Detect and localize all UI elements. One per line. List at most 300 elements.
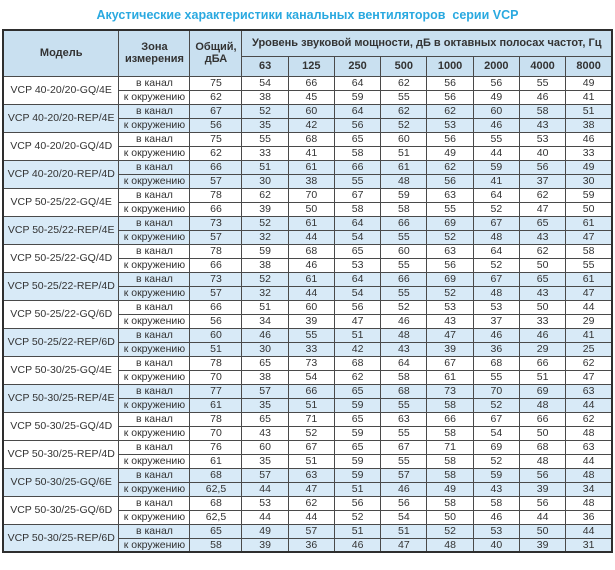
band-value: 35 <box>242 398 288 412</box>
zone-label: к окружению <box>119 482 190 496</box>
band-value: 53 <box>427 118 473 132</box>
total-dba-value: 78 <box>190 412 242 426</box>
band-value: 39 <box>242 538 288 552</box>
band-value: 55 <box>381 230 427 244</box>
band-value: 43 <box>519 118 565 132</box>
column-header-zone: Зона измерения <box>119 30 190 76</box>
band-value: 55 <box>519 76 565 90</box>
band-value: 55 <box>566 258 612 272</box>
total-dba-value: 73 <box>190 216 242 230</box>
band-value: 37 <box>519 174 565 188</box>
band-value: 63 <box>288 468 334 482</box>
band-value: 57 <box>381 468 427 482</box>
column-header-sound-power-level: Уровень звуковой мощности, дБ в октавных полосах частот, Гц <box>242 30 612 56</box>
band-value: 51 <box>242 160 288 174</box>
total-dba-value: 76 <box>190 440 242 454</box>
band-value: 50 <box>566 202 612 216</box>
band-value: 38 <box>242 90 288 104</box>
band-value: 59 <box>381 188 427 202</box>
frequency-column-header: 1000 <box>427 56 473 76</box>
band-value: 52 <box>427 286 473 300</box>
band-value: 48 <box>427 538 473 552</box>
band-value: 66 <box>427 412 473 426</box>
model-name: VCP 50-25/22-GQ/4E <box>3 188 119 216</box>
band-value: 65 <box>334 384 380 398</box>
band-value: 30 <box>566 174 612 188</box>
total-dba-value: 61 <box>190 398 242 412</box>
band-value: 47 <box>288 482 334 496</box>
band-value: 47 <box>566 286 612 300</box>
band-value: 30 <box>242 342 288 356</box>
total-dba-value: 70 <box>190 370 242 384</box>
band-value: 44 <box>242 482 288 496</box>
band-value: 46 <box>473 328 519 342</box>
band-value: 46 <box>519 328 565 342</box>
band-value: 54 <box>288 370 334 384</box>
band-value: 73 <box>427 384 473 398</box>
band-value: 52 <box>242 272 288 286</box>
total-dba-value: 61 <box>190 454 242 468</box>
table-row-duct <box>3 104 612 118</box>
band-value: 32 <box>242 286 288 300</box>
band-value: 55 <box>381 426 427 440</box>
total-dba-value: 62 <box>190 146 242 160</box>
band-value: 61 <box>566 216 612 230</box>
band-value: 62 <box>566 356 612 370</box>
band-value: 56 <box>427 90 473 104</box>
model-name: VCP 40-20/20-REP/4D <box>3 160 119 188</box>
band-value: 60 <box>288 104 334 118</box>
table-row-duct <box>3 300 612 314</box>
band-value: 49 <box>566 160 612 174</box>
band-value: 38 <box>242 370 288 384</box>
band-value: 59 <box>242 244 288 258</box>
table-row-duct <box>3 272 612 286</box>
band-value: 29 <box>519 342 565 356</box>
band-value: 59 <box>473 468 519 482</box>
band-value: 67 <box>288 440 334 454</box>
zone-label: к окружению <box>119 286 190 300</box>
band-value: 49 <box>566 76 612 90</box>
band-value: 61 <box>566 272 612 286</box>
band-value: 68 <box>334 356 380 370</box>
table-row-duct <box>3 132 612 146</box>
band-value: 64 <box>473 244 519 258</box>
table-row-duct <box>3 384 612 398</box>
band-value: 61 <box>427 370 473 384</box>
band-value: 48 <box>519 454 565 468</box>
band-value: 44 <box>566 398 612 412</box>
total-dba-value: 66 <box>190 202 242 216</box>
band-value: 52 <box>288 426 334 440</box>
band-value: 54 <box>473 426 519 440</box>
zone-label: в канал <box>119 524 190 538</box>
band-value: 46 <box>566 132 612 146</box>
total-dba-value: 57 <box>190 230 242 244</box>
band-value: 64 <box>334 104 380 118</box>
column-header-model: Модель <box>3 30 119 76</box>
zone-label: в канал <box>119 356 190 370</box>
zone-label: в канал <box>119 132 190 146</box>
model-name: VCP 50-30/25-GQ/4E <box>3 356 119 384</box>
band-value: 58 <box>381 370 427 384</box>
total-dba-value: 51 <box>190 342 242 356</box>
band-value: 55 <box>288 328 334 342</box>
band-value: 67 <box>334 188 380 202</box>
band-value: 43 <box>242 426 288 440</box>
band-value: 55 <box>381 398 427 412</box>
band-value: 43 <box>519 286 565 300</box>
band-value: 65 <box>242 412 288 426</box>
band-value: 39 <box>519 538 565 552</box>
table-row-duct <box>3 524 612 538</box>
band-value: 60 <box>242 440 288 454</box>
band-value: 47 <box>334 314 380 328</box>
band-value: 64 <box>334 272 380 286</box>
band-value: 30 <box>242 174 288 188</box>
band-value: 56 <box>427 174 473 188</box>
band-value: 51 <box>334 482 380 496</box>
band-value: 44 <box>519 510 565 524</box>
band-value: 46 <box>288 258 334 272</box>
band-value: 56 <box>519 468 565 482</box>
zone-label: к окружению <box>119 230 190 244</box>
band-value: 51 <box>566 104 612 118</box>
band-value: 50 <box>519 300 565 314</box>
zone-label: к окружению <box>119 314 190 328</box>
band-value: 38 <box>288 174 334 188</box>
band-value: 39 <box>519 482 565 496</box>
table-row-duct <box>3 468 612 482</box>
band-value: 47 <box>566 370 612 384</box>
band-value: 44 <box>288 230 334 244</box>
band-value: 41 <box>288 146 334 160</box>
band-value: 66 <box>288 76 334 90</box>
band-value: 65 <box>242 356 288 370</box>
band-value: 57 <box>242 384 288 398</box>
band-value: 55 <box>427 202 473 216</box>
band-value: 59 <box>566 188 612 202</box>
column-header-total-dba: Общий, дБА <box>190 30 242 76</box>
band-value: 66 <box>334 160 380 174</box>
band-value: 45 <box>288 90 334 104</box>
band-value: 53 <box>519 132 565 146</box>
band-value: 32 <box>242 230 288 244</box>
band-value: 55 <box>381 286 427 300</box>
total-dba-value: 56 <box>190 118 242 132</box>
band-value: 33 <box>519 314 565 328</box>
total-dba-value: 62,5 <box>190 482 242 496</box>
header-row-main <box>3 30 612 56</box>
band-value: 58 <box>427 454 473 468</box>
band-value: 60 <box>381 244 427 258</box>
band-value: 56 <box>427 258 473 272</box>
band-value: 49 <box>473 90 519 104</box>
table-row-duct <box>3 160 612 174</box>
frequency-column-header: 63 <box>242 56 288 76</box>
band-value: 71 <box>427 440 473 454</box>
band-value: 34 <box>566 482 612 496</box>
band-value: 57 <box>242 468 288 482</box>
band-value: 64 <box>381 356 427 370</box>
band-value: 47 <box>566 230 612 244</box>
band-value: 56 <box>473 76 519 90</box>
zone-label: в канал <box>119 76 190 90</box>
band-value: 64 <box>473 188 519 202</box>
band-value: 38 <box>242 258 288 272</box>
band-value: 66 <box>381 216 427 230</box>
zone-label: в канал <box>119 440 190 454</box>
zone-label: в канал <box>119 496 190 510</box>
band-value: 43 <box>381 342 427 356</box>
band-value: 50 <box>519 258 565 272</box>
band-value: 62 <box>381 76 427 90</box>
frequency-column-header: 500 <box>381 56 427 76</box>
band-value: 58 <box>566 244 612 258</box>
zone-label: к окружению <box>119 426 190 440</box>
band-value: 65 <box>334 412 380 426</box>
band-value: 31 <box>566 538 612 552</box>
band-value: 66 <box>288 384 334 398</box>
zone-label: к окружению <box>119 146 190 160</box>
page-title: Акустические характеристики канальных вентиляторов серии VCP <box>96 8 519 22</box>
band-value: 50 <box>519 524 565 538</box>
zone-label: в канал <box>119 300 190 314</box>
band-value: 50 <box>288 202 334 216</box>
model-name: VCP 50-25/22-REP/4E <box>3 216 119 244</box>
band-value: 39 <box>288 314 334 328</box>
band-value: 52 <box>334 510 380 524</box>
band-value: 58 <box>334 146 380 160</box>
band-value: 48 <box>473 286 519 300</box>
band-value: 58 <box>427 398 473 412</box>
band-value: 60 <box>288 300 334 314</box>
band-value: 65 <box>334 440 380 454</box>
band-value: 59 <box>334 454 380 468</box>
band-value: 67 <box>473 272 519 286</box>
band-value: 48 <box>566 426 612 440</box>
band-value: 62 <box>288 496 334 510</box>
model-name: VCP 50-25/22-GQ/4D <box>3 244 119 272</box>
acoustic-characteristics-table <box>2 29 613 553</box>
band-value: 52 <box>473 258 519 272</box>
total-dba-value: 57 <box>190 174 242 188</box>
band-value: 33 <box>242 146 288 160</box>
band-value: 68 <box>288 132 334 146</box>
total-dba-value: 75 <box>190 76 242 90</box>
frequency-column-header: 250 <box>334 56 380 76</box>
band-value: 46 <box>519 90 565 104</box>
zone-label: в канал <box>119 160 190 174</box>
band-value: 58 <box>427 468 473 482</box>
band-value: 40 <box>473 538 519 552</box>
band-value: 44 <box>288 286 334 300</box>
band-value: 66 <box>381 272 427 286</box>
total-dba-value: 78 <box>190 356 242 370</box>
band-value: 68 <box>288 244 334 258</box>
band-value: 53 <box>473 524 519 538</box>
band-value: 51 <box>288 398 334 412</box>
table-row-duct <box>3 440 612 454</box>
table-body <box>3 76 612 552</box>
table-row-duct <box>3 496 612 510</box>
band-value: 65 <box>334 132 380 146</box>
band-value: 53 <box>242 496 288 510</box>
band-value: 62 <box>242 188 288 202</box>
band-value: 51 <box>288 454 334 468</box>
band-value: 52 <box>427 524 473 538</box>
band-value: 61 <box>288 272 334 286</box>
band-value: 70 <box>288 188 334 202</box>
table-row-duct <box>3 356 612 370</box>
band-value: 67 <box>427 356 473 370</box>
band-value: 55 <box>381 258 427 272</box>
zone-label: к окружению <box>119 202 190 216</box>
table-row-duct <box>3 76 612 90</box>
band-value: 71 <box>288 412 334 426</box>
total-dba-value: 66 <box>190 300 242 314</box>
frequency-column-header: 125 <box>288 56 334 76</box>
band-value: 69 <box>519 384 565 398</box>
band-value: 38 <box>566 118 612 132</box>
band-value: 42 <box>334 342 380 356</box>
band-value: 46 <box>334 538 380 552</box>
band-value: 46 <box>381 314 427 328</box>
band-value: 54 <box>334 230 380 244</box>
band-value: 59 <box>334 90 380 104</box>
band-value: 51 <box>381 524 427 538</box>
table-row-duct <box>3 188 612 202</box>
zone-label: к окружению <box>119 370 190 384</box>
model-name: VCP 50-30/25-GQ/4D <box>3 412 119 440</box>
band-value: 62 <box>566 412 612 426</box>
band-value: 55 <box>473 132 519 146</box>
band-value: 55 <box>334 174 380 188</box>
total-dba-value: 78 <box>190 188 242 202</box>
band-value: 63 <box>566 440 612 454</box>
band-value: 56 <box>334 118 380 132</box>
model-name: VCP 50-30/25-GQ/6E <box>3 468 119 496</box>
band-value: 59 <box>473 160 519 174</box>
band-value: 40 <box>519 146 565 160</box>
band-value: 52 <box>427 230 473 244</box>
band-value: 53 <box>334 258 380 272</box>
zone-label: к окружению <box>119 174 190 188</box>
zone-label: в канал <box>119 188 190 202</box>
table-row-duct <box>3 216 612 230</box>
band-value: 67 <box>473 216 519 230</box>
model-name: VCP 50-30/25-REP/4D <box>3 440 119 468</box>
model-name: VCP 40-20/20-REP/4E <box>3 104 119 132</box>
total-dba-value: 68 <box>190 496 242 510</box>
band-value: 44 <box>288 510 334 524</box>
band-value: 52 <box>473 202 519 216</box>
band-value: 55 <box>381 90 427 104</box>
band-value: 59 <box>334 468 380 482</box>
band-value: 48 <box>519 398 565 412</box>
band-value: 58 <box>427 426 473 440</box>
band-value: 44 <box>473 146 519 160</box>
table-row-duct <box>3 244 612 258</box>
band-value: 56 <box>334 496 380 510</box>
total-dba-value: 66 <box>190 160 242 174</box>
band-value: 36 <box>473 342 519 356</box>
band-value: 49 <box>242 524 288 538</box>
band-value: 37 <box>473 314 519 328</box>
total-dba-value: 66 <box>190 258 242 272</box>
band-value: 68 <box>519 440 565 454</box>
total-dba-value: 56 <box>190 314 242 328</box>
frequency-column-header: 2000 <box>473 56 519 76</box>
band-value: 47 <box>427 328 473 342</box>
band-value: 51 <box>381 146 427 160</box>
band-value: 60 <box>473 104 519 118</box>
band-value: 53 <box>473 300 519 314</box>
model-name: VCP 40-20/20-GQ/4D <box>3 132 119 160</box>
band-value: 62 <box>519 244 565 258</box>
model-name: VCP 50-25/22-GQ/6D <box>3 300 119 328</box>
table-row-duct <box>3 412 612 426</box>
total-dba-value: 60 <box>190 328 242 342</box>
band-value: 51 <box>334 524 380 538</box>
table-row-duct <box>3 328 612 342</box>
table-header <box>3 30 612 76</box>
band-value: 62 <box>381 104 427 118</box>
model-name: VCP 50-25/22-REP/4D <box>3 272 119 300</box>
total-dba-value: 68 <box>190 468 242 482</box>
band-value: 54 <box>242 76 288 90</box>
band-value: 61 <box>288 160 334 174</box>
frequency-column-header: 4000 <box>519 56 565 76</box>
total-dba-value: 73 <box>190 272 242 286</box>
band-value: 36 <box>566 510 612 524</box>
zone-label: в канал <box>119 104 190 118</box>
band-value: 47 <box>381 538 427 552</box>
band-value: 56 <box>519 160 565 174</box>
band-value: 69 <box>473 440 519 454</box>
band-value: 52 <box>381 300 427 314</box>
band-value: 48 <box>473 230 519 244</box>
band-value: 46 <box>242 328 288 342</box>
band-value: 55 <box>381 454 427 468</box>
zone-label: в канал <box>119 328 190 342</box>
band-value: 50 <box>519 426 565 440</box>
model-name: VCP 50-30/25-REP/4E <box>3 384 119 412</box>
band-value: 56 <box>427 76 473 90</box>
total-dba-value: 70 <box>190 426 242 440</box>
band-value: 42 <box>288 118 334 132</box>
band-value: 55 <box>473 370 519 384</box>
total-dba-value: 57 <box>190 286 242 300</box>
band-value: 33 <box>288 342 334 356</box>
band-value: 54 <box>334 286 380 300</box>
band-value: 41 <box>566 328 612 342</box>
frequency-column-header: 8000 <box>566 56 612 76</box>
band-value: 39 <box>427 342 473 356</box>
zone-label: к окружению <box>119 454 190 468</box>
zone-label: к окружению <box>119 342 190 356</box>
band-value: 68 <box>381 384 427 398</box>
band-value: 53 <box>427 300 473 314</box>
band-value: 56 <box>519 496 565 510</box>
band-value: 33 <box>566 146 612 160</box>
band-value: 58 <box>334 202 380 216</box>
band-value: 59 <box>334 426 380 440</box>
band-value: 61 <box>288 216 334 230</box>
zone-label: к окружению <box>119 510 190 524</box>
band-value: 35 <box>242 118 288 132</box>
band-value: 70 <box>473 384 519 398</box>
